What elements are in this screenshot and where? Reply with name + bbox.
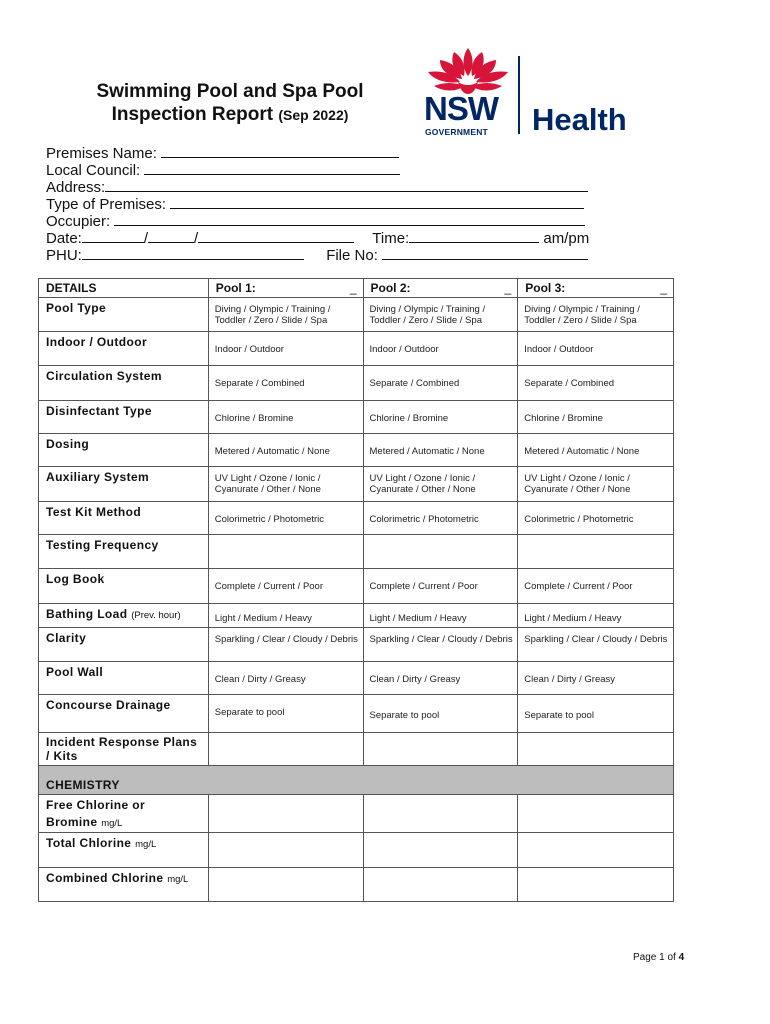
table-row — [39, 366, 674, 401]
file-no-label: File No: — [326, 247, 378, 264]
pool1-value[interactable] — [208, 795, 363, 833]
date-day-field[interactable] — [82, 229, 144, 243]
pool1-option[interactable] — [208, 535, 363, 569]
page-current: 1 — [659, 952, 665, 963]
pool3-option[interactable]: Complete / Current / Poor — [518, 569, 674, 604]
row-label — [39, 795, 209, 833]
pool3-option[interactable]: Diving / Olympic / Training / Toddler / Zero / Slide / Spa — [518, 298, 674, 332]
pool1-option[interactable]: Separate to pool — [208, 695, 363, 733]
row-label — [39, 833, 209, 868]
type-of-premises-field[interactable] — [170, 195, 584, 209]
row-label: Disinfectant Type — [39, 401, 209, 434]
pool2-option[interactable]: Separate to pool — [363, 695, 518, 733]
pool2-header-text: Pool 2: — [370, 281, 411, 295]
inspection-table — [38, 278, 674, 902]
pool3-option[interactable]: Light / Medium / Heavy — [518, 604, 674, 628]
time-field[interactable] — [409, 229, 539, 243]
table-row — [39, 795, 674, 833]
local-council-label: Local Council: — [46, 162, 141, 179]
occupier-field[interactable] — [114, 212, 585, 226]
row-label: Pool Wall — [39, 662, 209, 695]
pool2-option[interactable]: Light / Medium / Heavy — [363, 604, 518, 628]
row-label: Indoor / Outdoor — [39, 332, 209, 366]
pool2-option[interactable]: Indoor / Outdoor — [363, 332, 518, 366]
phu-label: PHU: — [46, 247, 82, 264]
row-label: Dosing — [39, 434, 209, 467]
premises-name-label: Premises Name: — [46, 145, 157, 162]
table-row — [39, 628, 674, 662]
title-line2-text: Inspection Report — [111, 104, 274, 125]
bromine-label: Bromine — [46, 815, 98, 829]
pool1-option[interactable]: UV Light / Ozone / Ionic / Cyanurate / Other / None — [208, 467, 363, 502]
pool2-option[interactable] — [363, 535, 518, 569]
table-row — [39, 467, 674, 502]
row-label: Auxiliary System — [39, 467, 209, 502]
pool3-value[interactable] — [518, 833, 674, 868]
pool1-header-text: Pool 1: — [215, 281, 256, 295]
pool2-option[interactable]: UV Light / Ozone / Ionic / Cyanurate / Other / None — [363, 467, 518, 502]
pool2-option[interactable]: Separate / Combined — [363, 366, 518, 401]
row-label: Pool Type — [39, 298, 209, 332]
pool3-header-text: Pool 3: — [525, 281, 566, 295]
row-label — [39, 604, 209, 628]
title-line2 — [60, 103, 400, 127]
combined-chlorine-unit: mg/L — [167, 874, 189, 885]
occupier-line — [46, 212, 589, 229]
local-council-field[interactable] — [144, 161, 400, 175]
pool3-option[interactable]: Sparkling / Clear / Cloudy / Debris — [518, 628, 674, 662]
address-line — [46, 178, 589, 195]
pool1-option[interactable]: Chlorine / Bromine — [208, 401, 363, 434]
date-label: Date: — [46, 230, 82, 247]
total-chlorine-unit: mg/L — [135, 839, 157, 850]
pool3-option[interactable]: Separate / Combined — [518, 366, 674, 401]
pool1-option[interactable]: Diving / Olympic / Training / Toddler / Zero / Slide / Spa — [208, 298, 363, 332]
pool2-option[interactable]: Colorimetric / Photometric — [363, 502, 518, 535]
page-number — [633, 952, 684, 963]
row-label: Log Book — [39, 569, 209, 604]
row-label: Incident Response Plans / Kits — [39, 733, 209, 766]
pool3-underscore: _ — [660, 281, 667, 295]
total-chlorine-label: Total Chlorine — [46, 836, 132, 850]
pool2-option[interactable]: Chlorine / Bromine — [363, 401, 518, 434]
pool2-value[interactable] — [363, 833, 518, 868]
pool3-value[interactable] — [518, 795, 674, 833]
pool1-header[interactable] — [208, 279, 363, 298]
page-prefix: Page — [633, 952, 657, 963]
chemistry-header-row — [39, 766, 674, 795]
pool3-option[interactable]: Clean / Dirty / Greasy — [518, 662, 674, 695]
title-line1: Swimming Pool and Spa Pool — [96, 81, 364, 102]
pool1-option[interactable]: Colorimetric / Photometric — [208, 502, 363, 535]
pool2-value[interactable] — [363, 868, 518, 902]
phu-field[interactable] — [82, 246, 304, 260]
date-time-line — [46, 229, 589, 246]
table-row — [39, 434, 674, 467]
table-row — [39, 298, 674, 332]
pool2-option[interactable]: Clean / Dirty / Greasy — [363, 662, 518, 695]
table-row — [39, 569, 674, 604]
pool1-option[interactable]: Indoor / Outdoor — [208, 332, 363, 366]
pool1-value[interactable] — [208, 833, 363, 868]
table-row — [39, 733, 674, 766]
table-row — [39, 868, 674, 902]
pool1-option[interactable] — [208, 733, 363, 766]
pool3-option[interactable]: Chlorine / Bromine — [518, 401, 674, 434]
pool1-option[interactable]: Clean / Dirty / Greasy — [208, 662, 363, 695]
pool2-option[interactable]: Complete / Current / Poor — [363, 569, 518, 604]
pool3-option[interactable]: UV Light / Ozone / Ionic / Cyanurate / Other / None — [518, 467, 674, 502]
table-row — [39, 662, 674, 695]
type-of-premises-line — [46, 195, 589, 212]
table-row — [39, 401, 674, 434]
type-of-premises-label: Type of Premises: — [46, 196, 167, 213]
pool3-header[interactable] — [518, 279, 674, 298]
details-header — [39, 279, 209, 298]
date-sep-2: / — [194, 230, 199, 247]
page-total: 4 — [678, 952, 685, 963]
table-row — [39, 604, 674, 628]
pool1-option[interactable]: Sparkling / Clear / Cloudy / Debris — [208, 628, 363, 662]
row-label: Test Kit Method — [39, 502, 209, 535]
pool3-option[interactable] — [518, 733, 674, 766]
bromine-label-line — [46, 814, 202, 832]
combined-chlorine-label: Combined Chlorine — [46, 871, 164, 885]
chemistry-heading: CHEMISTRY — [39, 766, 674, 795]
premises-name-line — [46, 144, 589, 161]
premises-fields — [46, 144, 589, 263]
pool3-value[interactable] — [518, 868, 674, 902]
pool1-option[interactable]: Light / Medium / Heavy — [208, 604, 363, 628]
file-no-field[interactable] — [382, 246, 588, 260]
row-label: Clarity — [39, 628, 209, 662]
date-year-field[interactable] — [198, 229, 354, 243]
pool3-option[interactable]: Indoor / Outdoor — [518, 332, 674, 366]
pool2-option[interactable]: Diving / Olympic / Training / Toddler / Zero / Slide / Spa — [363, 298, 518, 332]
pool2-option[interactable]: Sparkling / Clear / Cloudy / Debris — [363, 628, 518, 662]
pool1-option[interactable]: Metered / Automatic / None — [208, 434, 363, 467]
pool1-value[interactable] — [208, 868, 363, 902]
pool3-option[interactable] — [518, 535, 674, 569]
free-chlorine-label: Free Chlorine or — [46, 798, 146, 812]
table-row — [39, 535, 674, 569]
logo-government-text: GOVERNMENT — [425, 127, 488, 137]
pool3-option[interactable]: Colorimetric / Photometric — [518, 502, 674, 535]
am-pm-label: am/pm — [543, 230, 590, 247]
page-of: of — [667, 952, 676, 963]
row-label — [39, 868, 209, 902]
row-label: Testing Frequency — [39, 535, 209, 569]
logo-nsw-text: NSW — [424, 90, 498, 127]
table-row — [39, 695, 674, 733]
bromine-unit: mg/L — [101, 818, 123, 829]
pool1-option[interactable]: Separate / Combined — [208, 366, 363, 401]
table-header-row — [39, 279, 674, 298]
address-label: Address: — [46, 179, 106, 196]
address-field[interactable] — [105, 178, 588, 192]
row-label-small: (Prev. hour) — [131, 610, 181, 621]
row-label: Concourse Drainage — [39, 695, 209, 733]
pool2-option[interactable]: Metered / Automatic / None — [363, 434, 518, 467]
details-header-text: DETAILS — [46, 281, 97, 295]
occupier-label: Occupier: — [46, 213, 111, 230]
pool2-underscore: _ — [504, 281, 512, 295]
title-date: (Sep 2022) — [278, 107, 349, 123]
waratah-icon — [420, 46, 516, 96]
report-title — [60, 80, 400, 127]
nsw-health-logo — [418, 46, 658, 146]
pool2-value[interactable] — [363, 795, 518, 833]
row-label-text: Bathing Load — [46, 607, 128, 621]
pool3-option[interactable]: Metered / Automatic / None — [518, 434, 674, 467]
phu-file-line — [46, 246, 589, 263]
logo-health-text: Health — [532, 102, 627, 137]
premises-name-field[interactable] — [161, 144, 399, 158]
date-sep-1: / — [143, 230, 149, 247]
pool3-option[interactable]: Separate to pool — [518, 695, 674, 733]
table-row — [39, 833, 674, 868]
date-month-field[interactable] — [148, 229, 194, 243]
local-council-line — [46, 161, 589, 178]
table-row — [39, 332, 674, 366]
logo-divider — [518, 56, 520, 134]
pool1-option[interactable]: Complete / Current / Poor — [208, 569, 363, 604]
time-label: Time: — [372, 230, 410, 247]
pool2-option[interactable] — [363, 733, 518, 766]
table-row — [39, 502, 674, 535]
pool1-underscore: _ — [349, 281, 357, 295]
pool2-header[interactable] — [363, 279, 518, 298]
row-label: Circulation System — [39, 366, 209, 401]
